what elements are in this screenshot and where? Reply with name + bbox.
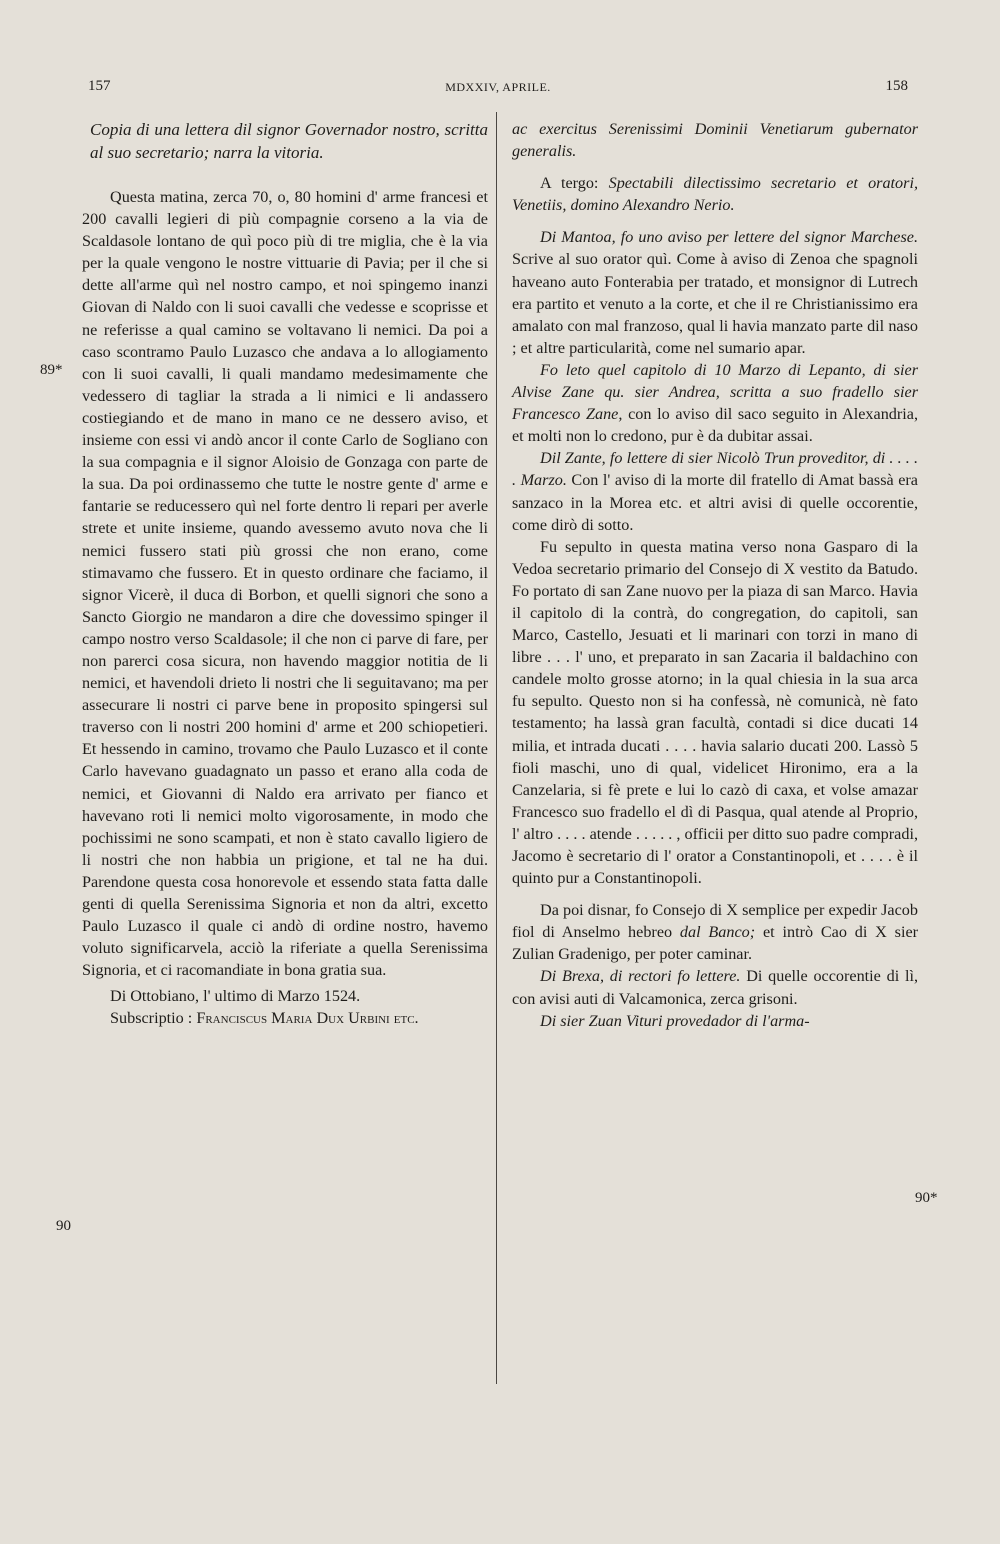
page-number-left: 157 [88, 78, 111, 94]
a-tergo-address: Spectabili dilectissimo secretario et oratori, Venetiis, domino Alexandro Nerio. [512, 174, 918, 215]
left-column [82, 118, 488, 1030]
subscription-name: Franciscus Maria Dux Urbini etc. [196, 1009, 419, 1028]
margin-note-90-star: 90* [915, 1190, 938, 1206]
a-tergo-label: A tergo: [540, 174, 599, 193]
paragraph-brexa [512, 965, 918, 1009]
zante-text: Con l' aviso di la morte dil fratello di Amat bassà era sanzaco in la Morea etc. et altri avisi di quelle occorentie, come dirò di sotto. [512, 471, 918, 534]
paragraph-sepulto: Fu sepulto in questa matina verso nona Gasparo di la Vedoa secretario primario del Consejo di X vestito da Batudo. Fo portato di san Zane nuovo per la piaza di san Marco. Havia il capitolo di la contrà, do congregation, do capitoli, san Marco, Castello, Jesuati et li marinari con torzi in mano di libre . . . l' uno, et preparato in san Zacaria il baldachino con candele molto grosse atorno; in la qual chiesia in la sua arca fu sepulto. Questo non si ha confessà, nè comunicà, nè fato testamento; ha lassà gran facultà, contadi si dice ducati 14 milia, et intrada ducati . . . . havia salario ducati 200. Lassò 5 fioli maschi, uno di qual, videlicet Hironimo, era a la Canzelaria, si fè prete e lui lo cazò di caxa, et volse amazar Francesco suo fradello el dì di Pasqua, qual atende al Proprio, l' altro . . . . atende . . . . . , officii per ditto suo padre compradi, Jacomo è secretario di l' orator a Constantinopoli, et . . . . è il quinto pur a Constantinopoli. [512, 537, 918, 888]
paragraph-lepanto [512, 359, 918, 447]
brexa-heading: Di Brexa, di rectori fo lettere. [540, 967, 741, 986]
consejo-text-a: Da poi disnar, fo Consejo di X semplice per expedir Jacob fiol di Anselmo hebreo [512, 901, 918, 942]
paragraph-gubernator: ac exercitus Serenissimi Dominii Venetiarum gubernator generalis. [512, 120, 918, 161]
brexa-text: Di quelle occorentie di lì, con avisi auti di Valcamonica, zerca grisoni. [512, 967, 918, 1008]
consejo-text-c: et intrò Cao di X sier Zulian Gradenigo, per poter caminar. [512, 923, 919, 964]
paragraph-a-tergo [512, 172, 918, 216]
paragraph-zante [512, 447, 918, 535]
paragraph-vituri: Di sier Zuan Vituri provedador di l'arma- [540, 1011, 810, 1030]
running-title: MDXXIV, APRILE. [445, 80, 551, 94]
zante-heading: Dil Zante, fo lettere di sier Nicolò Trun proveditor, di . . . . . Marzo. [512, 449, 918, 490]
letter-heading: Copia di una lettera dil signor Governador nostro, scritta al suo secretario; narra la vitoria. [90, 120, 488, 162]
lepanto-text: con lo aviso dil saco seguito in Alexandria, et molti non lo credono, pur è da dubitar assai. [512, 405, 919, 446]
column-divider [496, 112, 497, 1384]
subscription-label: Subscriptio : [110, 1009, 193, 1028]
paragraph-mantoa [512, 226, 918, 359]
page-number-right: 158 [885, 78, 908, 94]
letter-dateline: Di Ottobiano, l' ultimo di Marzo 1524. [110, 987, 361, 1006]
letter-subscription [82, 1007, 488, 1029]
lepanto-heading: Fo leto quel capitolo di 10 Marzo di Lepanto, di sier Alvise Zane qu. sier Andrea, scritta a suo fradello sier Francesco Zane, [512, 360, 918, 424]
letter-body: Questa matina, zerca 70, o, 80 homini d' arme francesi et 200 cavalli legieri di più compagnie corseno a la via de Scaldasole lontano de quì poco più di tre miglia, che è la via per la quale vengono le nostre vittuarie di Pavia; per il che si dette all'arme quì nel nostro campo, et noi spingemo inanzi Giovan di Naldo con li suoi cavalli che vedesse e scoprisse et ne referisse a qual camino se voltavano li nemici. Da poi a caso scontramo Paulo Luzasco che andava a lo allogiamento con li suoi cavalli, li quali mandamo medesimamente che vedessero di tagliar la strada a li nimici e li andassero costiegiando et de mano in mano ce ne dessero aviso, et insieme con essi vi andò ancor il conte Carlo de Sogliano con la sua compagnia e il signor Aloisio de Gonzaga con parte de la sua. Da poi ordinassemo che tutte le nostre gente d' arme e fantarie se reducessero quì nel forte dentro li repari per averle strete et unite insieme, quando avessemo avuto nova che li nemici fussero stati più grossi che non erano, come stimavamo che fussero. Et in questo ordinare che faciamo, il signor Vicerè, il duca di Borbon, et quelli signori che sono a Sancto Giorgio ne mandaron a dire che dovessimo spinger il campo nostro verso Scaldasole; il che non ci parve di fare, per non parerci cosa sicura, non havendo maggior notitia de li nemici, et havendoli drieto li nostri che li seguitavano; ma per assecurare li nostri ci parve bene in proposito spingersi sul traverso con li nostri 200 homini d' arme et 200 schiopetieri. Et hessendo in camino, trovamo che Paulo Luzasco et il conte Carlo havevano guadagnato un passo et erano alla coda de nemici, et Giovanni di Naldo era arrivato per fianco et havevano roti li nemici molto vigorosamente, in modo che pochissimi ne sono scampati, et non è stato cavallo ligiero de li nostri che non habbia un prigione, et tal ne ha dui. Parendone questa cosa honorevole et essendo stata fatta dalle genti di quella Serenissima Signoria et non da altri, excetto Paulo Luzasco il quale ci andò di ordine nostro, havemo voluto significarvela, acciò la riferiate a quella Serenissima Signoria, et ci racomandiate in bona gratia sua. [82, 188, 488, 980]
right-column [512, 118, 918, 1032]
running-header [88, 78, 908, 102]
mantoa-heading: Di Mantoa, fo uno aviso per lettere del signor Marchese. [540, 228, 918, 247]
margin-note-90: 90 [56, 1218, 71, 1234]
consejo-dal-banco: dal Banco; [679, 923, 756, 942]
mantoa-text: Scrive al suo orator quì. Come à aviso di Zenoa che spagnoli haveano auto Fonterabia per tratado, et monsignor di Lutrech era partito et venuto a la corte, et che il re Christianissimo era amalato con mal franzoso, qual li havia manzato parte dil naso ; et altre particularità, come nel sumario apar. [512, 250, 918, 357]
paragraph-consejo [512, 899, 918, 965]
margin-note-89: 89* [40, 362, 63, 378]
